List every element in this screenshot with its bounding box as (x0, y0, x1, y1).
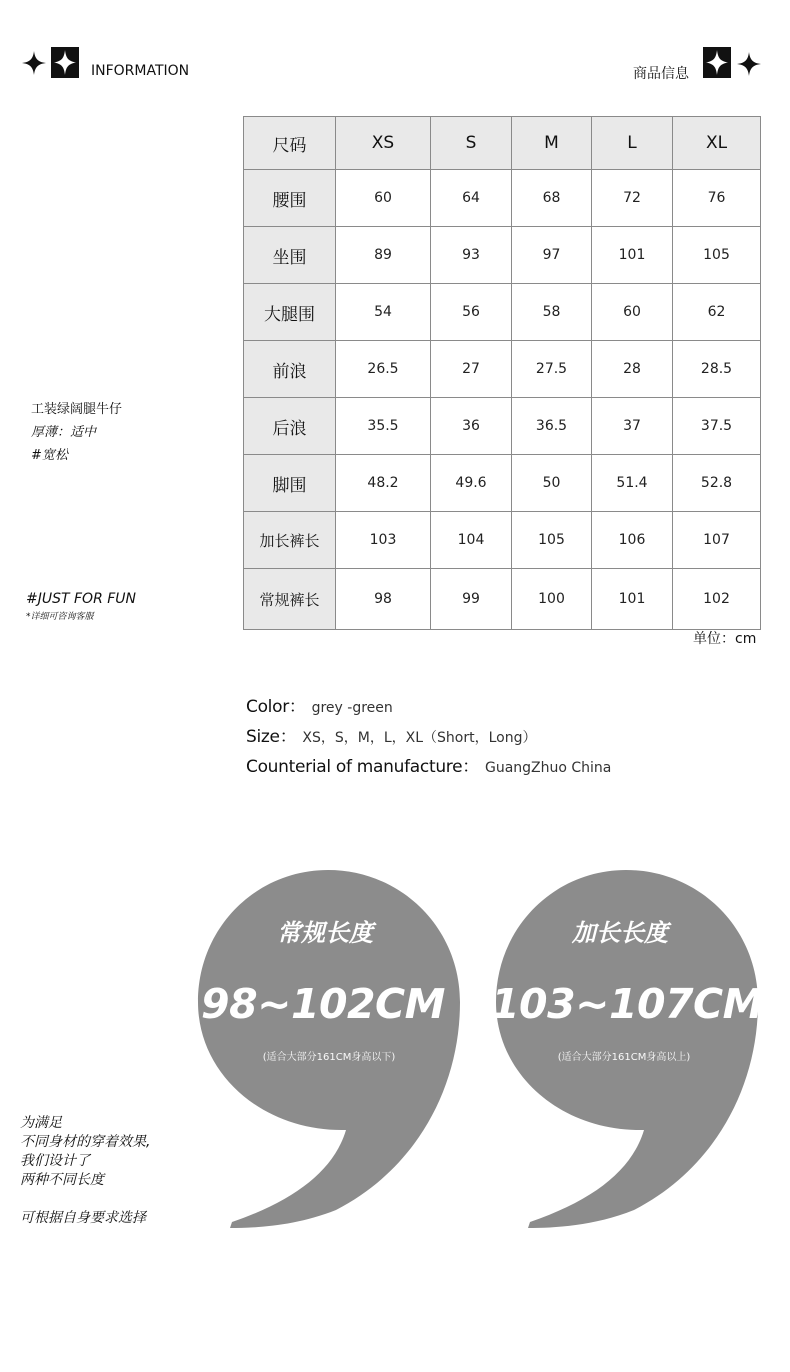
table-cell: 36 (431, 398, 512, 455)
table-cell: 28 (592, 341, 673, 398)
table-cell: 103 (336, 512, 431, 569)
note-line: 为满足 (20, 1115, 62, 1131)
origin-spec (246, 752, 611, 777)
table-cell: 49.6 (431, 455, 512, 512)
size-header-cell: XL (673, 117, 761, 170)
long-length-note: (适合大部分161CM身高以上) (557, 1052, 691, 1063)
table-cell: 100 (512, 569, 592, 630)
size-header-cell: S (431, 117, 512, 170)
row-label: 脚围 (244, 455, 336, 512)
table-cell: 60 (336, 170, 431, 227)
table-cell: 89 (336, 227, 431, 284)
fit-tag: #宽松 (31, 448, 68, 463)
size-corner-label: 尺码 (244, 117, 336, 170)
color-spec (246, 692, 393, 717)
table-cell: 104 (431, 512, 512, 569)
table-cell: 72 (592, 170, 673, 227)
long-length-range: 103~107CM (491, 980, 763, 1028)
table-cell: 105 (673, 227, 761, 284)
table-row (244, 569, 761, 630)
table-cell: 54 (336, 284, 431, 341)
table-row (244, 398, 761, 455)
product-info-title: 商品信息 (633, 66, 689, 82)
table-cell: 62 (673, 284, 761, 341)
table-cell: 36.5 (512, 398, 592, 455)
row-label: 坐围 (244, 227, 336, 284)
table-cell: 35.5 (336, 398, 431, 455)
size-value: XS，S，M，L，XL（Short，Long） (302, 730, 537, 746)
color-label: Color： (246, 697, 306, 717)
sparkle-icon (22, 51, 46, 75)
note-line: 我们设计了 (20, 1153, 90, 1169)
size-table (243, 116, 761, 630)
table-cell: 27 (431, 341, 512, 398)
row-label: 加长裤长 (244, 512, 336, 569)
size-spec (246, 722, 537, 747)
contact-note: *详细可咨询客服 (26, 612, 94, 622)
length-explanation (20, 1114, 150, 1228)
table-cell: 60 (592, 284, 673, 341)
table-cell: 101 (592, 569, 673, 630)
table-cell: 51.4 (592, 455, 673, 512)
table-cell: 27.5 (512, 341, 592, 398)
note-line: 两种不同长度 (20, 1172, 104, 1188)
table-cell: 56 (431, 284, 512, 341)
table-cell: 68 (512, 170, 592, 227)
table-cell: 98 (336, 569, 431, 630)
product-name: 工装绿阔腿牛仔 (31, 402, 123, 417)
note-line: 不同身材的穿着效果, (20, 1134, 151, 1150)
row-label: 常规裤长 (244, 569, 336, 630)
table-cell: 37 (592, 398, 673, 455)
table-cell: 26.5 (336, 341, 431, 398)
long-length-title: 加长长度 (572, 919, 668, 947)
size-header-row (244, 117, 761, 170)
size-label: Size： (246, 727, 297, 747)
table-cell: 28.5 (673, 341, 761, 398)
table-cell: 37.5 (673, 398, 761, 455)
table-row (244, 284, 761, 341)
table-cell: 52.8 (673, 455, 761, 512)
note-line: 可根据自身要求选择 (20, 1210, 146, 1226)
size-header-cell: M (512, 117, 592, 170)
thickness-text: 厚薄：适中 (31, 425, 97, 440)
table-cell: 101 (592, 227, 673, 284)
table-cell: 76 (673, 170, 761, 227)
origin-label: Counterial of manufacture： (246, 757, 479, 777)
regular-length-note: (适合大部分161CM身高以下) (262, 1052, 396, 1063)
table-cell: 97 (512, 227, 592, 284)
row-label: 后浪 (244, 398, 336, 455)
table-cell: 106 (592, 512, 673, 569)
unit-label: 单位：cm (693, 631, 757, 647)
regular-length-title: 常规长度 (277, 919, 373, 947)
sparkle-box-icon (51, 47, 79, 78)
size-header-cell: XS (336, 117, 431, 170)
table-row (244, 455, 761, 512)
table-cell: 93 (431, 227, 512, 284)
table-row (244, 170, 761, 227)
table-row (244, 512, 761, 569)
table-cell: 48.2 (336, 455, 431, 512)
information-title: INFORMATION (91, 63, 190, 79)
table-cell: 107 (673, 512, 761, 569)
regular-length-range: 98~102CM (201, 980, 445, 1028)
row-label: 前浪 (244, 341, 336, 398)
origin-value: GuangZhuo China (484, 760, 612, 776)
table-cell: 99 (431, 569, 512, 630)
table-cell: 105 (512, 512, 592, 569)
table-cell: 64 (431, 170, 512, 227)
sparkle-icon (737, 52, 761, 76)
table-cell: 102 (673, 569, 761, 630)
table-cell: 58 (512, 284, 592, 341)
row-label: 腰围 (244, 170, 336, 227)
tagline: #JUST FOR FUN (26, 591, 137, 607)
product-description (31, 398, 122, 467)
size-header-cell: L (592, 117, 673, 170)
color-value: grey -green (311, 700, 393, 716)
tagline-block (26, 588, 136, 623)
table-row (244, 341, 761, 398)
row-label: 大腿围 (244, 284, 336, 341)
table-row (244, 227, 761, 284)
table-cell: 50 (512, 455, 592, 512)
sparkle-box-icon (703, 47, 731, 78)
